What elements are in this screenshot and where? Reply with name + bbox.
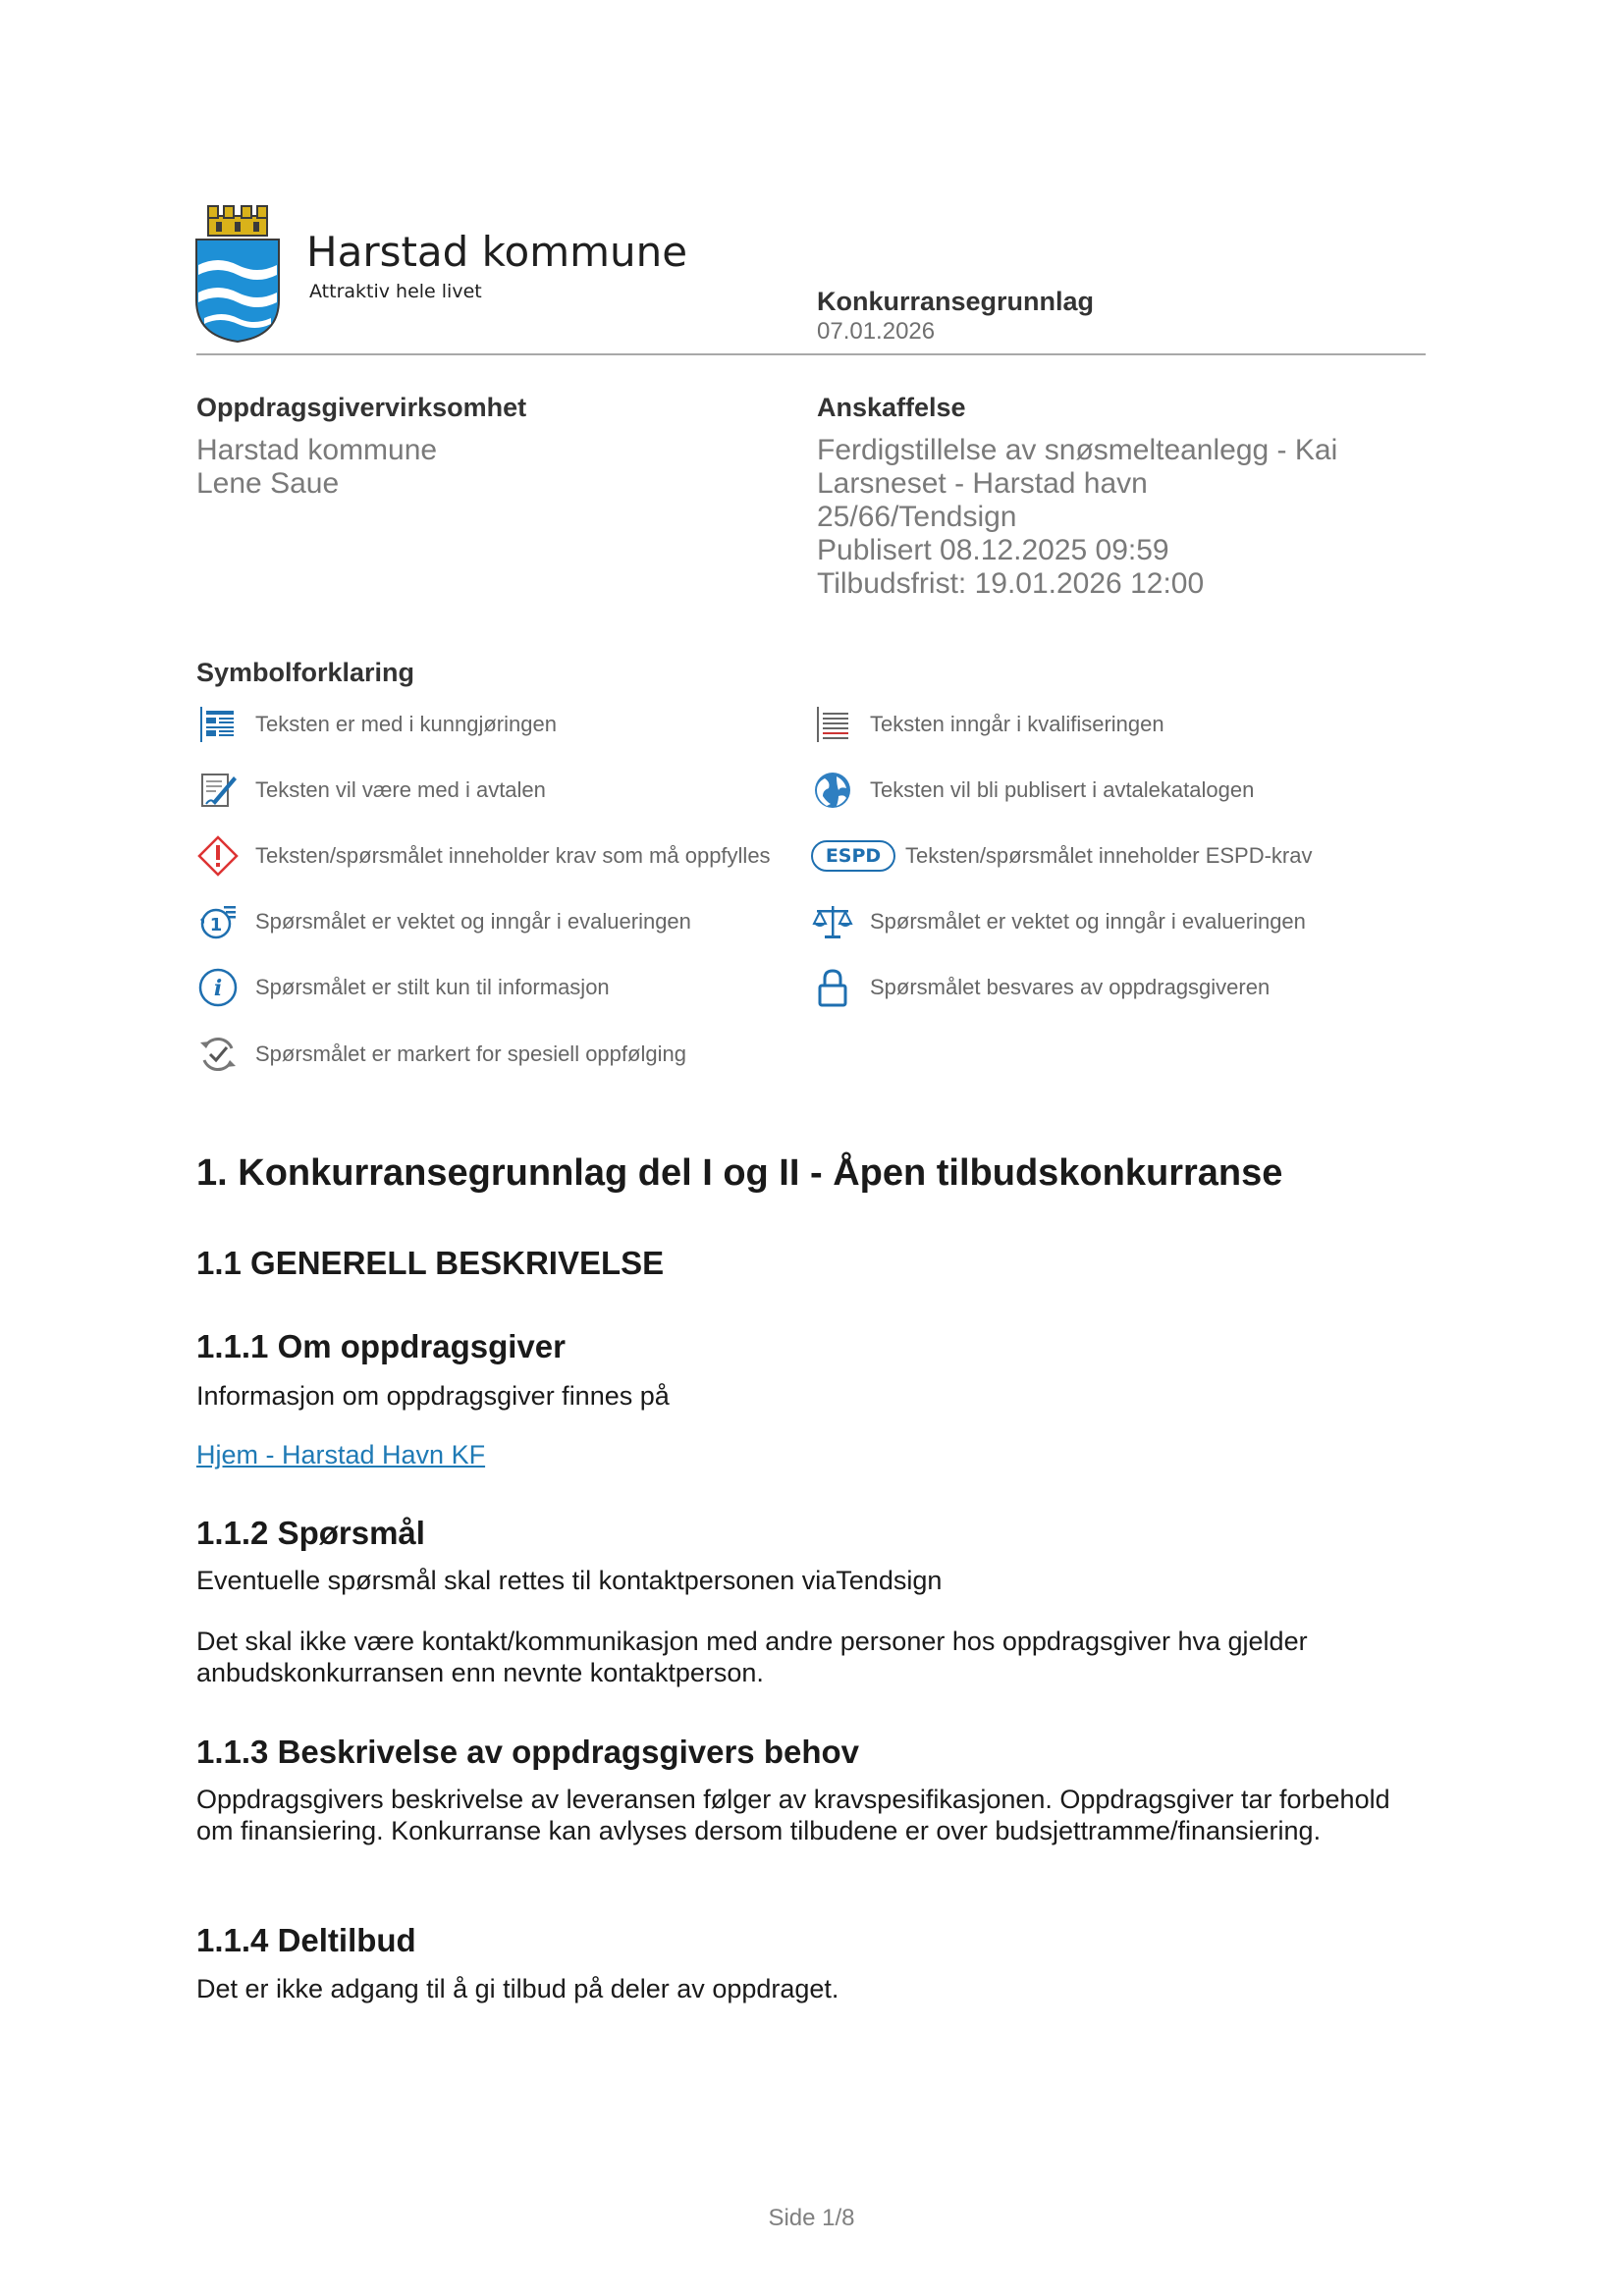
legend-item	[811, 703, 1164, 746]
questions-text-2: Det skal ikke være kontakt/kommunikasjon med andre personer hos oppdragsgiver hva gjelder anbudskonkurransen enn nevnte kontaktperson.	[196, 1627, 1308, 1687]
legend-item	[196, 966, 610, 1009]
legend-heading: Symbolforklaring	[196, 658, 415, 687]
legend-text: Teksten vil bli publisert i avtalekatalogen	[870, 777, 1255, 802]
procurement-details	[817, 434, 1337, 601]
org-name: Harstad kommune	[306, 228, 688, 276]
section-title-buyer-needs: 1.1.3 Beskrivelse av oppdragsgivers behov	[196, 1734, 860, 1770]
document-title: Konkurransegrunnlag	[817, 287, 1095, 316]
legend-text: Spørsmålet besvares av oppdragsgiveren	[870, 975, 1271, 999]
legend-item	[811, 966, 1270, 1009]
questions-text-1: Eventuelle spørsmål skal rettes til kontaktpersonen viaTendsign	[196, 1566, 943, 1595]
weighted-number-icon	[196, 900, 240, 943]
harstad-havn-link[interactable]: Hjem - Harstad Havn KF	[196, 1440, 486, 1469]
document-date: 07.01.2026	[817, 318, 936, 345]
procurement-line: Publisert 08.12.2025 09:59	[817, 534, 1169, 566]
procurement-line: 25/66/Tendsign	[817, 501, 1017, 533]
procurement-line: Ferdigstillelse av snøsmelteanlegg - Kai	[817, 434, 1338, 466]
legend-item	[196, 834, 771, 878]
scale-icon	[811, 900, 854, 943]
buyer-details	[196, 434, 437, 501]
procurement-line: Tilbudsfrist: 19.01.2026 12:00	[817, 567, 1205, 600]
section-title-about-buyer: 1.1.1 Om oppdragsgiver	[196, 1328, 566, 1364]
legend-text: Spørsmålet er vektet og inngår i evalueringen	[870, 909, 1306, 934]
espd-icon: ESPD	[811, 840, 895, 872]
section-title-questions: 1.1.2 Spørsmål	[196, 1515, 425, 1551]
legend-item	[811, 769, 1254, 812]
legend-text: Teksten inngår i kvalifiseringen	[870, 712, 1164, 736]
legend-item	[811, 834, 1313, 878]
buyer-needs-text: Oppdragsgivers beskrivelse av leveransen følger av kravspesifikasjonen. Oppdragsgiver tar forbehold om finansiering. Konkurranse kan avlyses dersom tilbudene er over budsjettramme/finansiering.	[196, 1785, 1390, 1845]
legend-item	[196, 703, 557, 746]
legend-text: Teksten/spørsmålet inneholder krav som må oppfylles	[255, 843, 771, 868]
section-title-partial-offers: 1.1.4 Deltilbud	[196, 1922, 416, 1958]
procurement-line: Larsneset - Harstad havn	[817, 467, 1148, 500]
warning-icon	[196, 834, 240, 878]
buyer-line: Harstad kommune	[196, 434, 438, 466]
info-icon	[196, 966, 240, 1009]
coat-of-arms-logo	[194, 202, 281, 344]
procurement-heading: Anskaffelse	[817, 393, 966, 422]
announcement-icon	[196, 703, 240, 746]
lock-icon	[811, 966, 854, 1009]
legend-text: Spørsmålet er stilt kun til informasjon	[255, 975, 610, 999]
legend-text: Teksten er med i kunngjøringen	[255, 712, 557, 736]
section-heading-1-1: 1.1 GENERELL BESKRIVELSE	[196, 1245, 665, 1281]
legend-item	[196, 769, 546, 812]
qualification-icon	[811, 703, 854, 746]
legend-item	[196, 1033, 686, 1076]
legend-text: Teksten vil være med i avtalen	[255, 777, 546, 802]
legend-item	[196, 900, 691, 943]
page-number: Side 1/8	[768, 2205, 855, 2231]
legend-text: Teksten/spørsmålet inneholder ESPD-krav	[905, 843, 1313, 868]
legend-text: Spørsmålet er markert for spesiell oppfølging	[255, 1041, 686, 1066]
buyer-line: Lene Saue	[196, 467, 340, 500]
about-buyer-text: Informasjon om oppdragsgiver finnes på	[196, 1381, 670, 1411]
contract-icon	[196, 769, 240, 812]
legend-text: Spørsmålet er vektet og inngår i evalueringen	[255, 909, 691, 934]
globe-icon	[811, 769, 854, 812]
partial-offers-text: Det er ikke adgang til å gi tilbud på deler av oppdraget.	[196, 1974, 839, 2003]
section-heading-1: 1. Konkurransegrunnlag del I og II - Åpen tilbudskonkurranse	[196, 1152, 1283, 1194]
followup-icon	[196, 1033, 240, 1076]
org-slogan: Attraktiv hele livet	[309, 281, 482, 302]
legend-item	[811, 900, 1306, 943]
header-divider	[196, 353, 1426, 355]
svg-text:1: 1	[209, 915, 223, 935]
svg-text:i: i	[213, 976, 223, 1001]
buyer-heading: Oppdragsgivervirksomhet	[196, 393, 527, 422]
